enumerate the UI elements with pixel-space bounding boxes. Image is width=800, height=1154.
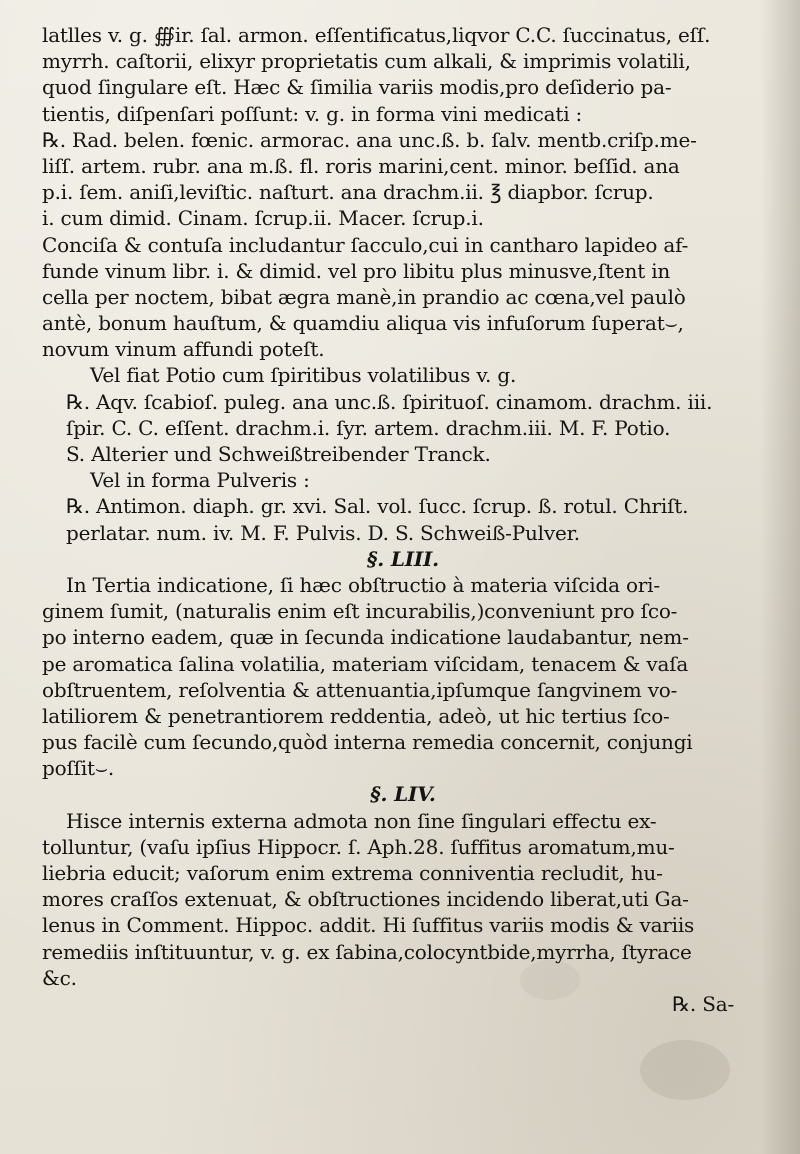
- text-line: lenus in Comment. Hippoc. addit. Hi ſuffitus variis modis & variis: [42, 913, 695, 938]
- text-line: Vel in forma Pulveris :: [90, 468, 310, 493]
- text-line: antè, bonum hauſtum, & quamdiu aliqua vis infuſorum ſuperat⌣,: [42, 311, 684, 336]
- paper-stain: [640, 1040, 730, 1100]
- text-line: ℞. Antimon. diaph. gr. xvi. Sal. vol. ſucc. ſcrup. ß. rotul. Chriſt.: [66, 494, 689, 519]
- text-line: tientis, diſpenſari poſſunt: v. g. in forma vini medicati :: [42, 101, 583, 126]
- text-line: obſtruentem, reſolventia & attenuantia,ipſumque ſangvinem vo-: [42, 677, 678, 702]
- section-heading: §. LIII.: [367, 546, 439, 571]
- text-line: po interno eadem, quæ in ſecunda indicatione laudabantur, nem-: [42, 625, 689, 650]
- text-line: liſſ. artem. rubr. ana m.ß. fl. roris marini,cent. minor. beſſid. ana: [42, 153, 680, 178]
- text-line: Conciſa & contuſa includantur ſacculo,cui in cantharo lapideo af-: [42, 232, 689, 257]
- text-line: myrrh. caſtorii, elixyr proprietatis cum alkali, & imprimis volatili,: [42, 49, 691, 74]
- text-line: Hisce internis externa admota non ſine ſingulari effectu ex-: [66, 808, 657, 833]
- text-line: pe aromatica ſalina volatilia, materiam viſcidam, tenacem & vaſa: [42, 651, 689, 676]
- text-line: funde vinum libr. i. & dimid. vel pro libitu plus minusve,ſtent in: [42, 258, 671, 283]
- text-line: ℞. Aqv. ſcabioſ. puleg. ana unc.ß. ſpirituoſ. cinamom. drachm. iii.: [66, 389, 713, 414]
- text-line: latlles v. g. ∰ir. ſal. armon. eſſentificatus,liqvor C.C. ſuccinatus, eſſ.: [42, 23, 711, 47]
- text-line: ſpir. C. C. eſſent. drachm.i. ſyr. artem. drachm.iii. M. F. Potio.: [66, 415, 671, 440]
- text-line: Vel fiat Potio cum ſpiritibus volatilibus v. g.: [90, 363, 517, 388]
- text-line: cella per noctem, bibat ægra manè,in prandio ac cœna,vel paulò: [42, 284, 686, 309]
- text-line: pus facilè cum ſecundo,quòd interna remedia concernit, conjungi: [42, 730, 693, 755]
- text-line: poſſit⌣.: [42, 756, 114, 781]
- text-line: In Tertia indicatione, ſi hæc obſtructio à materia viſcida ori-: [66, 572, 660, 597]
- page-text: [42, 22, 764, 1017]
- text-line: novum vinum affundi poteſt.: [42, 337, 325, 362]
- text-line: remediis inſtituuntur, v. g. ex ſabina,colocyntbide,myrrha, ſtyrace: [42, 939, 692, 964]
- catchword: ℞. Sa-: [672, 991, 734, 1016]
- text-line: quod ſingulare eſt. Hæc & ſimilia variis modis,pro deſiderio pa-: [42, 75, 672, 100]
- text-line: i. cum dimid. Cinam. ſcrup.ii. Macer. ſcrup.i.: [42, 206, 484, 231]
- section-heading: §. LIV.: [370, 782, 436, 807]
- text-line: liebria educit; vaſorum enim extrema conniventia recludit, hu-: [42, 861, 663, 885]
- text-line: ℞. Rad. belen. fœnic. armorac. ana unc.ß. b. ſalv. mentb.criſp.me-: [42, 127, 697, 152]
- text-line: &c.: [42, 965, 77, 990]
- text-line: p.i. ſem. aniſi,leviſtic. naſturt. ana drachm.ii. ℥ diapbor. ſcrup.: [42, 180, 654, 205]
- page-edge-shadow: [760, 0, 800, 1154]
- text-line: ginem ſumit, (naturalis enim eſt incurabilis,)conveniunt pro ſco-: [42, 599, 678, 624]
- text-line: perlatar. num. iv. M. F. Pulvis. D. S. Schweiß-Pulver.: [66, 520, 580, 545]
- text-line: mores craſſos extenuat, & obſtructiones incidendo liberat,uti Ga-: [42, 887, 689, 912]
- text-line: S. Alterier und Schweißtreibender Tranck.: [66, 442, 491, 466]
- text-line: latiliorem & penetrantiorem reddentia, adeò, ut hic tertius ſco-: [42, 703, 670, 728]
- text-line: tolluntur, (vaſu ipſius Hippocr. ſ. Aph.28. ſuffitus aromatum,mu-: [42, 834, 675, 859]
